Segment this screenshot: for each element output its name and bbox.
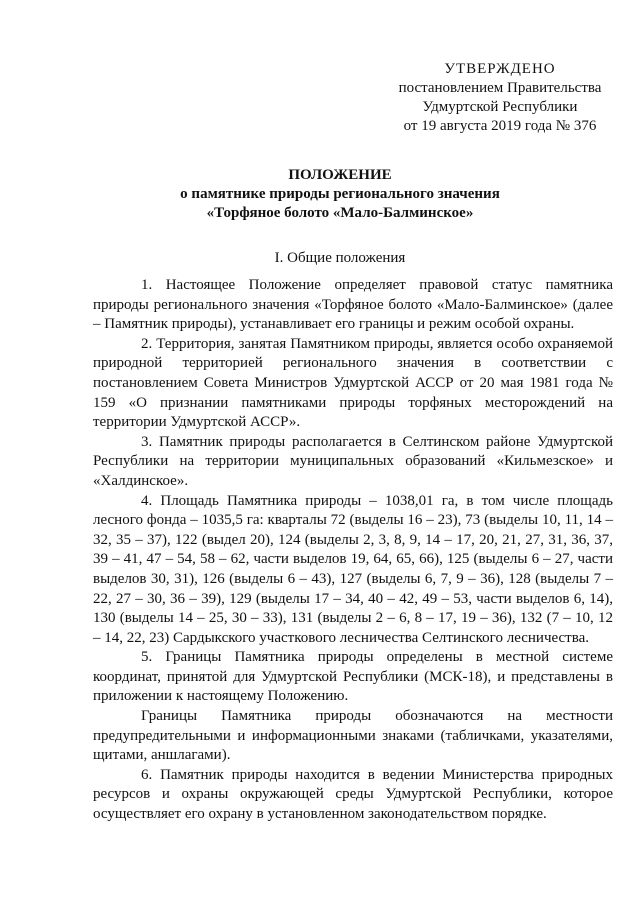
title-line-1: ПОЛОЖЕНИЕ	[288, 167, 392, 183]
paragraph-5-continued: Границы Памятника природы обозначаются на местности предупредительными и информационными знаками (табличками, указателями, щитами, аншлагами).	[93, 708, 613, 764]
section-heading: I. Общие положения	[274, 250, 406, 266]
document-body	[93, 276, 613, 825]
approval-line-2: Удмуртской Республики	[422, 99, 578, 115]
title-line-3: «Торфяное болото «Мало-Балминское»	[206, 205, 474, 221]
approval-stamp	[380, 60, 620, 136]
paragraph-5: 5. Границы Памятника природы определены в местной системе координат, принятой для Удмуртской Республики (МСК-18), и представлены в приложении к настоящему Положению.	[93, 649, 613, 705]
title-line-2: о памятнике природы регионального значения	[180, 186, 500, 202]
paragraph-2: 2. Территория, занятая Памятником природы, является особо охраняемой природной территорией регионального значения в соответствии с постановлением Совета Министров Удмуртской АССР от 20 мая 1981 года № 159 «О признании памятниками природы торфяных месторождений на территории Удмуртской АССР».	[93, 335, 613, 431]
paragraph-3: 3. Памятник природы располагается в Селтинском районе Удмуртской Республики на территории муниципальных образований «Кильмезское» и «Халдинское».	[93, 433, 613, 489]
approval-heading: УТВЕРЖДЕНО	[444, 61, 556, 77]
paragraph-1: 1. Настоящее Положение определяет правовой статус памятника природы регионального значения «Торфяное болото «Мало-Балминское» (далее – Памятник природы), устанавливает его границы и режим особой охраны.	[93, 277, 613, 333]
paragraph-4: 4. Площадь Памятника природы – 1038,01 га, в том числе площадь лесного фонда – 1035,5 га: кварталы 72 (выделы 16 – 23), 73 (выделы 10, 11, 14 – 32, 35 – 37), 122 (выдел 20), 124 (выделы 2, 3, 8, 9, 14 – 17, 20, 21, 27, 31, 36, 37, 39 – 41, 47 – 54, 58 – 62, части выделов 19, 64, 65, 66), 125 (выделы 6 – 27, части выделов 30, 31), 126 (выделы 6 – 43), 127 (выделы 6, 7, 9 – 36), 128 (выделы 7 – 22, 27 – 30, 36 – 39), 129 (выделы 17 – 34, 40 – 42, 49 – 53, части выделов 6, 14), 130 (выделы 14 – 25, 30 – 33), 131 (выделы 2 – 6, 8 – 17, 19 – 36), 132 (7 – 10, 12 – 14, 22, 23) Сардыкского участкового лесничества Селтинского лесничества.	[93, 492, 613, 646]
approval-line-3: от 19 августа 2019 года № 376	[403, 118, 597, 134]
approval-line-1: постановлением Правительства	[398, 80, 602, 96]
document-title	[60, 166, 620, 223]
paragraph-6: 6. Памятник природы находится в ведении Министерства природных ресурсов и охраны окружающей среды Удмуртской Республики, которое осуществляет его охрану в установленном законодательством порядке.	[93, 766, 613, 823]
